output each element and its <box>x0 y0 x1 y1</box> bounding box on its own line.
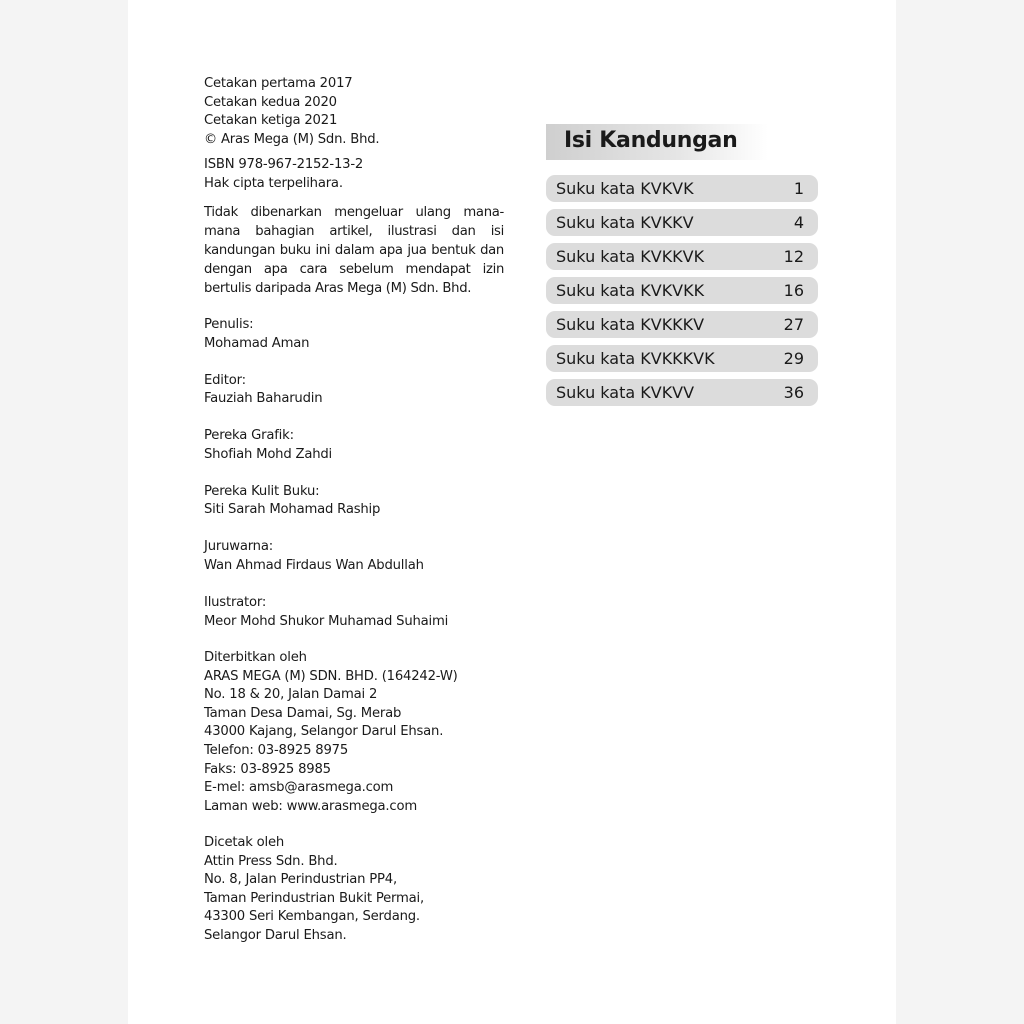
text-line: Hak cipta terpelihara. <box>204 175 343 191</box>
toc-item-label: Suku kata KVKKKV <box>556 315 705 334</box>
credit-role: Penulis: <box>204 317 254 332</box>
text-line: Faks: 03-8925 8985 <box>204 761 331 777</box>
toc-item-label: Suku kata KVKVV <box>556 383 695 402</box>
text-line: 43300 Seri Kembangan, Serdang. <box>204 909 420 925</box>
credit-name: Meor Mohd Shukor Muhamad Suhaimi <box>204 613 449 629</box>
credit-entry <box>204 427 332 464</box>
toc-item-label: Suku kata KVKVK <box>556 179 694 198</box>
toc-item-page: 4 <box>793 213 804 232</box>
toc-title-bar <box>546 124 768 160</box>
credit-name: Mohamad Aman <box>204 335 310 351</box>
text-line: Cetakan ketiga 2021 <box>204 113 338 129</box>
credit-entry <box>204 594 448 631</box>
toc-item-page: 1 <box>793 179 804 198</box>
isbn-info <box>204 156 363 193</box>
toc-item-page: 27 <box>783 315 804 334</box>
credit-entry <box>204 372 322 409</box>
text-line: Cetakan pertama 2017 <box>204 76 353 91</box>
text-line: Selangor Darul Ehsan. <box>204 927 347 943</box>
toc-item-page: 29 <box>783 349 804 368</box>
toc-item-label: Suku kata KVKKVK <box>556 247 705 266</box>
text-line: ISBN 978-967-2152-13-2 <box>204 157 364 172</box>
text-line: © Aras Mega (M) Sdn. Bhd. <box>204 131 380 147</box>
text-line: 43000 Kajang, Selangor Darul Ehsan. <box>204 724 444 740</box>
credit-entry <box>204 483 380 520</box>
credit-role: Pereka Kulit Buku: <box>204 483 320 499</box>
printer-info <box>204 834 424 946</box>
toc-item[interactable] <box>546 379 818 406</box>
edition-info <box>204 75 379 149</box>
credit-role: Juruwarna: <box>204 539 273 555</box>
text-line: No. 18 & 20, Jalan Damai 2 <box>204 687 378 703</box>
text-line: Cetakan kedua 2020 <box>204 94 337 110</box>
credit-name: Shofiah Mohd Zahdi <box>204 446 333 462</box>
text-line: No. 8, Jalan Perindustrian PP4, <box>204 872 397 888</box>
credit-name: Wan Ahmad Firdaus Wan Abdullah <box>204 557 424 573</box>
text-line: Telefon: 03-8925 8975 <box>204 742 349 758</box>
toc-item[interactable] <box>546 243 818 270</box>
text-line: ARAS MEGA (M) SDN. BHD. (164242-W) <box>204 668 458 684</box>
text-line: Taman Perindustrian Bukit Permai, <box>204 890 424 906</box>
text-line: E-mel: amsb@arasmega.com <box>204 780 394 796</box>
toc-item[interactable] <box>546 311 818 338</box>
credit-name: Fauziah Baharudin <box>204 391 323 407</box>
copyright-notice: Tidak dibenarkan mengeluar ulang mana-mana bahagian artikel, ilustrasi dan isi kandungan buku ini dalam apa jua bentuk dan dengan apa cara sebelum mendapat izin bertulis daripada Aras Mega (M) Sdn. Bhd. <box>204 205 504 296</box>
toc-title: Isi Kandungan <box>564 128 738 153</box>
text-line: Attin Press Sdn. Bhd. <box>204 853 338 869</box>
toc-item-label: Suku kata KVKKV <box>556 213 694 232</box>
toc-item-page: 36 <box>783 383 804 402</box>
credit-entry <box>204 316 309 353</box>
toc-item-page: 12 <box>783 247 804 266</box>
credit-name: Siti Sarah Mohamad Raship <box>204 502 381 518</box>
credit-role: Ilustrator: <box>204 595 267 610</box>
toc-item[interactable] <box>546 175 818 202</box>
credit-role: Pereka Grafik: <box>204 428 294 444</box>
toc-item-label: Suku kata KVKVKK <box>556 281 705 300</box>
toc-item[interactable] <box>546 209 818 236</box>
publisher-info <box>204 649 458 816</box>
credit-entry <box>204 538 424 575</box>
text-line: Dicetak oleh <box>204 835 285 850</box>
toc-item-label: Suku kata KVKKKVK <box>556 349 715 368</box>
credit-role: Editor: <box>204 372 246 388</box>
toc-item-page: 16 <box>783 281 804 300</box>
text-line: Laman web: www.arasmega.com <box>204 798 417 814</box>
book-page <box>128 0 896 1024</box>
text-line: Taman Desa Damai, Sg. Merab <box>204 705 402 721</box>
toc-item[interactable] <box>546 345 818 372</box>
toc-item[interactable] <box>546 277 818 304</box>
text-line: Diterbitkan oleh <box>204 650 307 665</box>
